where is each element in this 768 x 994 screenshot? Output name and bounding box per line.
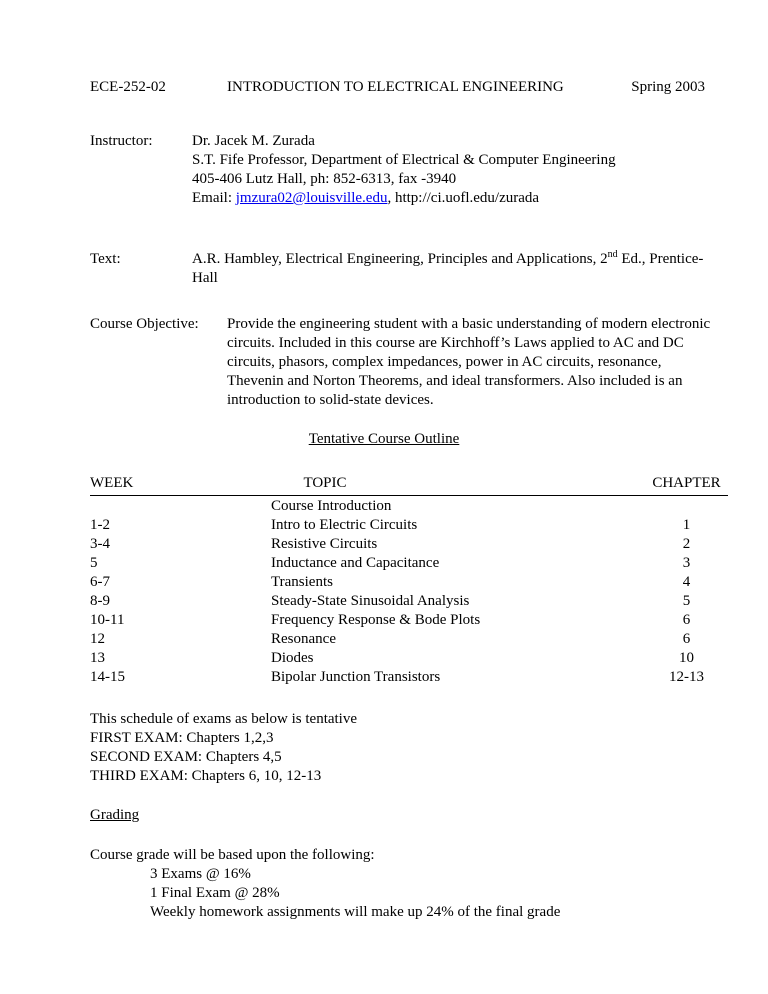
- table-row: [90, 649, 728, 668]
- table-row: [90, 497, 728, 516]
- chapter-cell: 6: [682, 612, 691, 628]
- objective-label: Course Objective:: [90, 316, 199, 332]
- grading-intro: Course grade will be based upon the following:: [90, 847, 375, 863]
- chapter-cell: 2: [682, 536, 691, 552]
- email-link[interactable]: jmzura02@louisville.edu: [235, 190, 388, 206]
- topic-cell: Transients: [271, 574, 333, 590]
- week-cell: 6-7: [90, 574, 110, 590]
- chapter-cell: 10: [679, 650, 694, 666]
- topic-cell: Intro to Electric Circuits: [271, 517, 418, 533]
- instructor-contact: [192, 189, 616, 208]
- table-row: [90, 592, 728, 611]
- objective-line: Thevenin and Norton Theorems, and ideal transformers. Also included is an: [227, 373, 683, 389]
- header-week: WEEK: [90, 475, 134, 491]
- table-row: [90, 554, 728, 573]
- grading-title: Grading: [90, 807, 140, 823]
- textbook-line1b: Ed., Prentice-: [617, 251, 704, 267]
- grading-item: 1 Final Exam @ 28%: [150, 885, 280, 901]
- table-row: [90, 611, 728, 630]
- instructor-name: Dr. Jacek M. Zurada: [192, 133, 315, 149]
- instructor-info: [192, 132, 616, 208]
- chapter-cell: 6: [682, 631, 691, 647]
- course-code: ECE-252-02: [90, 79, 166, 95]
- table-row: [90, 668, 728, 687]
- outline-title: Tentative Course Outline: [308, 431, 460, 447]
- term: Spring 2003: [631, 79, 705, 95]
- header-chapter: CHAPTER: [652, 475, 721, 491]
- objective-line: circuits. Included in this course are Kirchhoff’s Laws applied to AC and DC: [227, 335, 684, 351]
- chapter-cell: 3: [682, 555, 691, 571]
- chapter-cell: 4: [682, 574, 691, 590]
- exam-note: This schedule of exams as below is tentative: [90, 711, 358, 727]
- objective-line: circuits, phasors, complex impedances, power in AC circuits, resonance,: [227, 354, 662, 370]
- grading-list: [150, 865, 560, 922]
- week-cell: 13: [90, 650, 105, 666]
- email-prefix: Email:: [192, 190, 236, 206]
- week-cell: 8-9: [90, 593, 110, 609]
- textbook-line2: Hall: [192, 270, 218, 286]
- topic-cell: Steady-State Sinusoidal Analysis: [271, 593, 470, 609]
- chapter-cell: 1: [682, 517, 691, 533]
- objective-line: introduction to solid-state devices.: [227, 392, 434, 408]
- topic-cell: Resistive Circuits: [271, 536, 378, 552]
- instructor-label: Instructor:: [90, 133, 153, 149]
- week-cell: 12: [90, 631, 105, 647]
- week-cell: 14-15: [90, 669, 125, 685]
- topic-cell: Resonance: [271, 631, 336, 647]
- topic-cell: Diodes: [271, 650, 314, 666]
- week-cell: 5: [90, 555, 98, 571]
- topic-cell: Inductance and Capacitance: [271, 555, 440, 571]
- text-label: Text:: [90, 251, 121, 267]
- exam-item: SECOND EXAM: Chapters 4,5: [90, 749, 282, 765]
- textbook-sup: nd: [607, 249, 618, 260]
- website: , http://ci.uofl.edu/zurada: [387, 190, 540, 206]
- week-cell: 10-11: [90, 612, 125, 628]
- instructor-position: S.T. Fife Professor, Department of Electrical & Computer Engineering: [192, 152, 616, 168]
- chapter-cell: 5: [682, 593, 691, 609]
- topic-cell: Bipolar Junction Transistors: [271, 669, 441, 685]
- textbook-line1a: A.R. Hambley, Electrical Engineering, Principles and Applications, 2: [192, 251, 608, 267]
- chapter-cell: 12-13: [669, 669, 704, 685]
- instructor-office: 405-406 Lutz Hall, ph: 852-6313, fax -3940: [192, 171, 457, 187]
- outline-table: [90, 474, 728, 687]
- grading-item: Weekly homework assignments will make up 24% of the final grade: [150, 904, 561, 920]
- table-row: [90, 535, 728, 554]
- course-title: INTRODUCTION TO ELECTRICAL ENGINEERING: [227, 79, 564, 95]
- textbook: [192, 250, 703, 288]
- objective-text: [227, 315, 710, 410]
- grading-item: 3 Exams @ 16%: [150, 866, 251, 882]
- table-header: [90, 474, 728, 496]
- table-body: [90, 497, 728, 687]
- week-cell: 3-4: [90, 536, 110, 552]
- table-row: [90, 516, 728, 535]
- topic-cell: Course Introduction: [271, 498, 392, 514]
- week-cell: 1-2: [90, 517, 110, 533]
- exam-item: THIRD EXAM: Chapters 6, 10, 12-13: [90, 768, 322, 784]
- table-row: [90, 630, 728, 649]
- table-row: [90, 573, 728, 592]
- exam-schedule: [90, 710, 357, 786]
- objective-line: Provide the engineering student with a basic understanding of modern electronic: [227, 316, 711, 332]
- exam-item: FIRST EXAM: Chapters 1,2,3: [90, 730, 274, 746]
- header-topic: TOPIC: [303, 475, 347, 491]
- topic-cell: Frequency Response & Bode Plots: [271, 612, 481, 628]
